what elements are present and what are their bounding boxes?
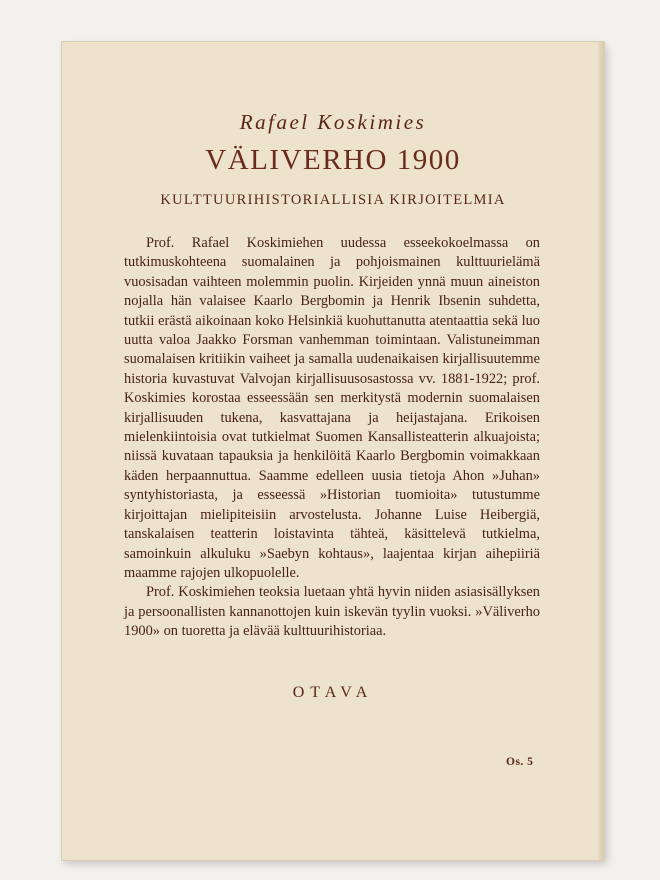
blurb-paragraph-2: Prof. Koskimiehen teoksia luetaan yhtä hyvin niiden asiasisällyksen ja persoonallisten kannanottojen kuin iskevän tyylin vuoksi. »Väliverho 1900» on tuoretta ja elävää kulttuurihistoriaa.	[124, 584, 540, 640]
author-name: Rafael Koskimies	[239, 110, 427, 134]
book-subtitle: KULTTUURIHISTORIALLISIA KIRJOITELMIA	[160, 192, 506, 208]
blurb-text	[124, 234, 540, 642]
blurb-paragraph-1: Prof. Rafael Koskimiehen uudessa esseekokoelmassa on tutkimuskohteena suomalainen ja pohjoismainen kulttuurielämä vuosisadan vaihteen molemmin puolin. Kirjeiden ynnä muun aineiston nojalla hän valaisee Kaarlo Bergbomin ja Henrik Ibsenin suhdetta, tutkii erästä aikoinaan koko Helsinkiä kuohuttanutta atentaattia sekä luo uutta valoa Jaakko Forsman vanhemman toimintaan. Valistuneimman suomalaisen kritiikin vaiheet ja samalla uudenaikaisen kirjallisuutemme historia kuvastuvat Valvojan kirjallisuusosastossa vv. 1881-1922; prof. Koskimies korostaa esseessään sen merkitystä modernin suomalaisen kirjallisuuden tukena, kasvattajana ja heijastajana. Erikoisen mielenkiintoisia ovat tutkielmat Suomen Kansallisteatterin alkuajoista; niissä kuvataan tapauksia ja henkilöitä Kaarlo Bergbomin voimakkaan käden herpaannuttua. Saamme edelleen uusia tietoja Ahon »Juhan» syntyhistoriasta, ja esseessä »Historian tuomioita» tutustumme kirjoittajan mielipiteisiin arvostelusta. Johanne Luise Heibergiä, tanskalaisen teatterin loistavinta tähteä, käsittelevä tutkielma, samoinkuin alkuluku »Saebyn kohtaus», laajentaa kirjan aihepiiriä maamme rajojen ulkopuolelle.	[124, 235, 540, 581]
catalog-code: Os. 5	[506, 756, 534, 768]
publisher-name: OTAVA	[292, 684, 374, 701]
book-cover	[62, 42, 604, 860]
book-title: VÄLIVERHO 1900	[205, 144, 461, 176]
